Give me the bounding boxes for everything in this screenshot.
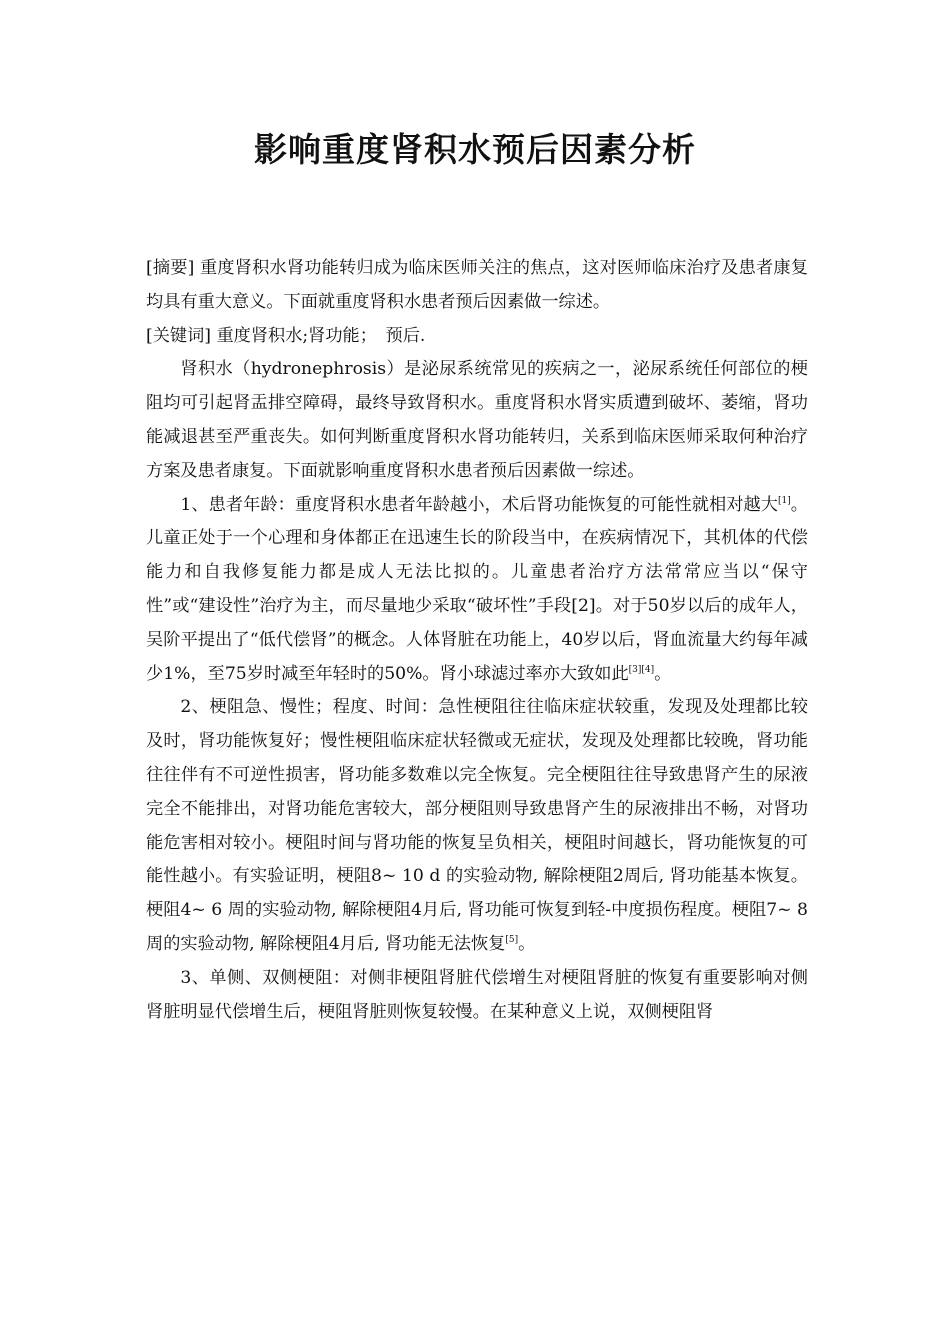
section-1-paragraph <box>146 489 808 692</box>
section-3-paragraph: 3、单侧、双侧梗阻：对侧非梗阻肾脏代偿增生对梗阻肾脏的恢复有重要影响对侧肾脏明显代偿增生后，梗阻肾脏则恢复较慢。在某种意义上说，双侧梗阻肾 <box>146 967 808 1022</box>
abstract-label: [摘要] <box>146 258 195 278</box>
document-title: 影响重度肾积水预后因素分析 <box>254 130 696 169</box>
section-1-text-b: 。儿童正处于一个心理和身体都正在迅速生长的阶段当中，在疾病情况下，其机体的代偿能力和自我修复能力都是成人无法比拟的。儿童患者治疗方法常常应当以“保守性”或“建设性”治疗为主，而尽量地少采取“破坏性”手段[2]。对于50岁以后的成年人，吴阶平提出了“低代偿肾”的概念。人体肾脏在功能上，40岁以后，肾血流量大约每年减少1%，至75岁时减至年轻时的50%。肾小球滤过率亦大致如此 <box>146 494 808 684</box>
citation-ref: [3][4] <box>628 664 655 675</box>
section-2-text-a: 2、梗阻急、慢性；程度、时间：急性梗阻往往临床症状较重，发现及处理都比较及时，肾功能恢复好；慢性梗阻临床症状轻微或无症状，发现及处理都比较晚，肾功能往往伴有不可逆性损害，肾功能多数难以完全恢复。完全梗阻往往导致患肾产生的尿液完全不能排出，对肾功能危害较大，部分梗阻则导致患肾产生的尿液排出不畅，对肾功能危害相对较小。梗阻时间与肾功能的恢复呈负相关，梗阻时间越长，肾功能恢复的可能性越小。有实验证明，梗阻8~ 10 d 的实验动物, 解除梗阻2周后, 肾功能基本恢复。梗阻4~ 6 周的实验动物, 解除梗阻4月后, 肾功能可恢复到轻-中度损伤程度。梗阻7~ 8 周的实验动物, 解除梗阻4月后, 肾功能无法恢复 <box>146 697 808 954</box>
intro-paragraph: 肾积水（hydronephrosis）是泌尿系统常见的疾病之一，泌尿系统任何部位的梗阻均可引起肾盂排空障碍，最终导致肾积水。重度肾积水肾实质遭到破坏、萎缩，肾功能减退甚至严重丧失。如何判断重度肾积水肾功能转归，关系到临床医师采取何种治疗方案及患者康复。下面就影响重度肾积水患者预后因素做一综述。 <box>146 359 808 481</box>
section-2-paragraph <box>146 691 808 961</box>
citation-ref: [5] <box>505 934 519 945</box>
keywords-text: 重度肾积水;肾功能； 预后. <box>210 325 426 346</box>
document-body <box>146 252 808 1029</box>
keywords-label: [关键词] <box>146 325 211 346</box>
keywords-paragraph <box>146 320 808 354</box>
abstract-text: 重度肾积水肾功能转归成为临床医师关注的焦点，这对医师临床治疗及患者康复均具有重大意义。下面就重度肾积水患者预后因素做一综述。 <box>146 258 808 312</box>
section-2-text-b: 。 <box>518 933 536 954</box>
citation-ref: [1] <box>777 495 791 506</box>
section-1-text-c: 。 <box>654 663 672 684</box>
abstract-paragraph <box>146 252 808 320</box>
section-1-text-a: 1、患者年龄：重度肾积水患者年龄越小，术后肾功能恢复的可能性就相对越大 <box>180 494 778 515</box>
